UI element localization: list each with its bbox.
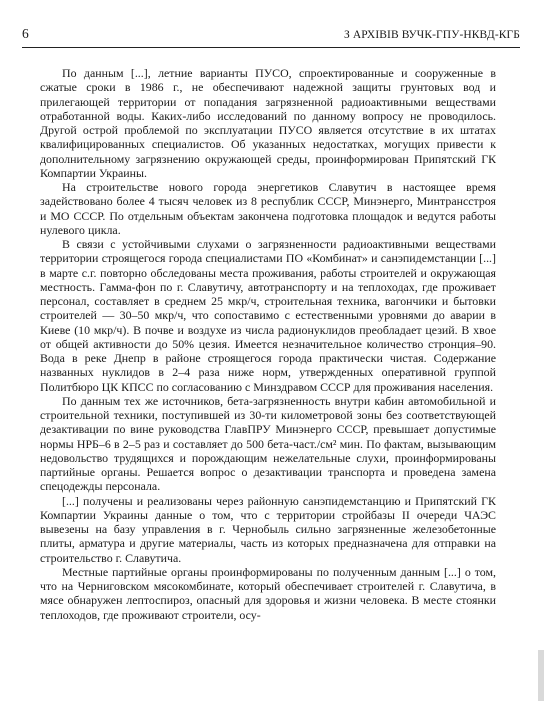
- paragraph: В связи с устойчивыми слухами о загрязненности радиоактивными веществами территории строящегося города специалистами ПО «Комбинат» и санэпидемстанции [...] в марте с.г. повторно обследованы места проживания, работы строителей и окружающая местность. Гамма-фон по г. Славутичу, автотранспорту и на теплоходах, где проживает персонал, составляет в среднем 25 мкр/ч, строительная техника, вагончики и бытовки строителей — 30–50 мкр/ч, что сопоставимо с естественными уровнями до аварии в Киеве (10 мкр/ч). В почве и воздухе из числа радионуклидов преобладает цезий. В хвое от общей активности до 50% цезия. Имеется незначительное количество стронция–90. Вода в реке Днепр в районе строящегося города практически чистая. Содержание названных нуклидов в 2–4 раза ниже норм, утвержденных оперативной группой Политбюро ЦК КПСС по согласованию с Минздравом СССР для проживания населения.: [40, 237, 496, 394]
- paragraph: По данным [...], летние варианты ПУСО, спроектированные и сооруженные в сжатые сроки в 1986 г., не обеспечивают надежной защиты грунтовых вод и прилегающей территории от попадания загрязненной радиоактивными веществами отработанной воды. Каких-либо исследований по данному вопросу не проводилось. Другой острой проблемой по эксплуатации ПУСО является отсутствие в их штатах квалифицированных специалистов. Об указанных недостатках, могущих привести к дополнительному загрязнению окружающей среды, проинформирован Припятский ГК Компартии Украины.: [40, 66, 496, 180]
- body-text: [40, 66, 496, 622]
- header-rule: [22, 47, 520, 48]
- page-header: [22, 26, 520, 42]
- paragraph: Местные партийные органы проинформированы по полученным данным [...] о том, что на Черниговском мясокомбинате, который обеспечивает строителей г. Славутича, в мясе обнаружен лептоспироз, опасный для здоровья и жизни человека. В месте стоянки теплоходов, где проживают строители, осу-: [40, 564, 496, 622]
- page-number: 6: [22, 26, 29, 41]
- paragraph: [...] получены и реализованы через районную санэпидемстанцию и Припятский ГК Компартии Украины данные о том, что с территории стройбазы II очереди ЧАЭС вывезены на базу управления в г. Чернобыль сильно загрязненные железобетонные плиты, арматура и другие материалы, часть из которых предназначена для отправки на строительство г. Славутича.: [40, 493, 496, 565]
- paragraph: По данным тех же источников, бета-загрязненность внутри кабин автомобильной и строительной техники, поступившей из 30-ти километровой зоны без соответствующей дезактивации по вине руководства ГлавПРУ Минэнерго СССР, превышает допустимые нормы НРБ–6 в 2–5 раз и составляет до 500 бета-част./см² мин. По фактам, вызывающим недовольство трудящихся и порождающим нежелательные слухи, проинформированы партийные органы. Решается вопрос о дезактивации транспорта и проведена замена спецодежды персонала.: [40, 393, 496, 494]
- running-title: З АРХІВІВ ВУЧК-ГПУ-НКВД-КГБ: [344, 29, 520, 41]
- page-edge-shadow: [538, 650, 544, 701]
- paragraph: На строительстве нового города энергетиков Славутич в настоящее время задействовано более 4 тысяч человек из 8 республик СССР, Минэнерго, Минтрансстроя и МО СССР. По отдельным объектам закончена подготовка площадок и ведутся работы нулевого цикла.: [40, 180, 496, 237]
